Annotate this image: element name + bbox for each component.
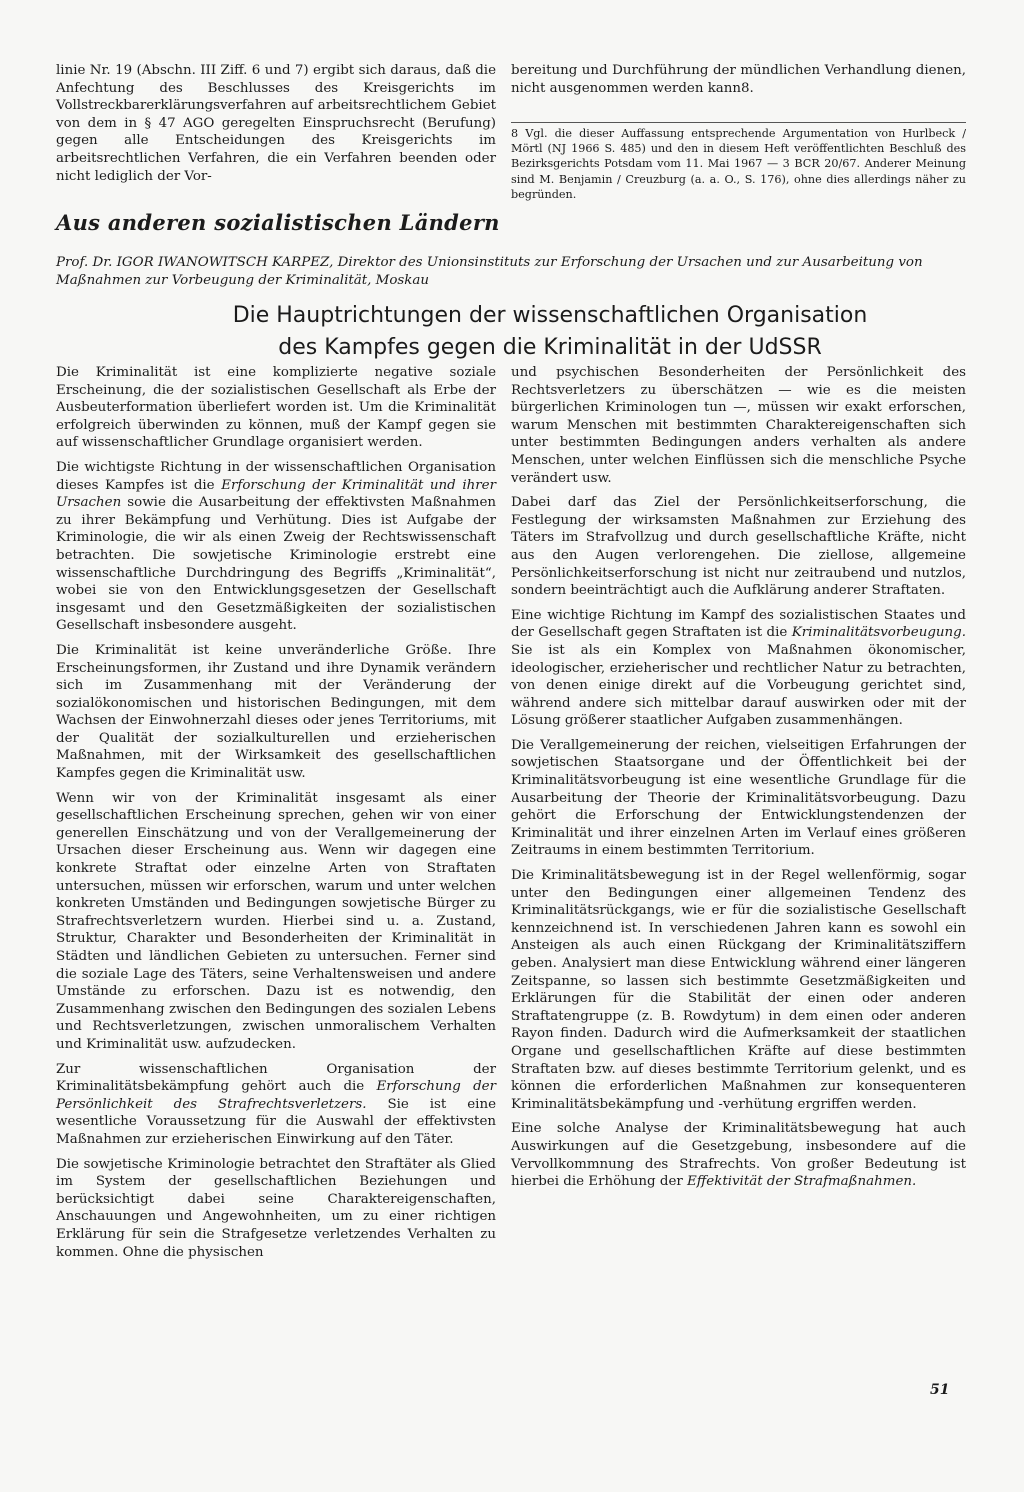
paragraph: Die Verallgemeinerung der reichen, vielseitigen Erfahrungen der sowjetischen Staatsorgane und der Öffentlichkeit bei der Kriminalitätsvorbeugung ist eine wesentliche Grundlage für die Ausarbeitung der Theorie der Kriminalitätsvorbeugung. Dazu gehört die Erforschung der Entwicklungstendenzen der Kriminalität und ihrer einzelnen Arten im Verlauf eines größeren Zeitraums in einem bestimmten Territorium.	[511, 737, 966, 859]
paragraph: und psychischen Besonderheiten der Persönlichkeit des Rechtsverletzers zu überschätzen — wie es die meisten bürgerlichen Kriminologen tun —, müssen wir exakt erforschen, warum Menschen mit bestimmten Charaktereigenschaften sich unter bestimmten Bedingungen anders verhalten als andere Menschen, unter welchen Einflüssen sich die menschliche Psyche verändert usw.	[511, 365, 966, 486]
footnote: 8 Vgl. die dieser Auffassung entsprechende Argumentation von Hurlbeck / Mörtl (NJ 1966 S. 485) und den in diesem Heft veröffentlichten Beschluß des Bezirksgerichts Potsdam vom 11. Mai 1967 — 3 BCR 20/67. Anderer Meinung sind M. Benjamin / Creuzburg (a. a. O., S. 176), ohne dies allerdings näher zu begründen.	[511, 122, 966, 202]
paragraph: Eine wichtige Richtung im Kampf des sozialistischen Staates und der Gesellschaft gegen Straftaten ist die Kriminalitätsvorbeugung. Sie ist als ein Komplex von Maßnahmen ökonomischer, ideologischer, erzieherischer und rechtlicher Natur zu betrachten, von denen einige direkt auf die Vorbeugung gerichtet sind, während andere sich mittelbar darauf auswirken oder mit der Lösung größerer staatlicher Aufgaben zusammenhängen.	[511, 607, 966, 729]
page-number: 51	[930, 1382, 950, 1398]
paragraph: Die Kriminalitätsbewegung ist in der Regel wellenförmig, sogar unter den Bedingungen einer allgemeinen Tendenz des Kriminalitätsrückgangs, wie er für die sozialistische Gesellschaft kennzeichnend ist. In verschiedenen Jahren kann es sowohl ein Ansteigen als auch einen Rückgang der Kriminalitätsziffern geben. Analysiert man diese Entwicklung während einer längeren Zeitspanne, so lassen sich bestimmte Gesetzmäßigkeiten und Erklärungen für die Stabilität der einen oder anderen Straftatengruppe (z. B. Rowdytum) in dem einen oder anderen Rayon finden. Dadurch wird die Aufmerksamkeit der staatlichen Organe und gesellschaftlichen Kräfte auf diese bestimmten Straftaten bzw. auf dieses bestimmte Territorium gelenkt, und es können die erforderlichen Maßnahmen zur konsequenteren Kriminalitätsbekämpfung und -verhütung ergriffen werden.	[511, 868, 966, 1112]
top-left-text	[56, 62, 496, 185]
paragraph: Dabei darf das Ziel der Persönlichkeitserforschung, die Festlegung der wirksamsten Maßnahmen zur Erziehung des Täters im Strafvollzug und durch gesellschaftliche Kräfte, nicht aus den Augen verlorengehen. Die ziellose, allgemeine Persönlichkeitserforschung ist nicht nur zeitraubend und nutzlos, sondern beeinträchtigt auch die Aufklärung anderer Straftaten.	[511, 495, 966, 599]
paragraph: Die wichtigste Richtung in der wissenschaftlichen Organisation dieses Kampfes ist die Erforschung der Kriminalität und ihrer Ursachen sowie die Ausarbeitung der effektivsten Maßnahmen zu ihrer Bekämpfung und Verhütung. Dies ist Aufgabe der Kriminologie, die wir als einen Zweig der Rechtswissenschaft betrachten. Die sowjetische Kriminologie erstrebt eine wissenschaftliche Durchdringung des Begriffs „Kriminalität“, wobei sie von den Entwicklungsgesetzen der Gesellschaft insgesamt und den Gesetzmäßigkeiten der sozialistischen Gesellschaft insbesondere ausgeht.	[56, 459, 496, 634]
paragraph: bereitung und Durchführung der mündlichen Verhandlung dienen, nicht ausgenommen werden kann8.	[511, 63, 966, 96]
paragraph: Zur wissenschaftlichen Organisation der Kriminalitätsbekämpfung gehört auch die Erforschung der Persönlichkeit des Strafrechtsverletzers. Sie ist eine wesentliche Voraussetzung für die Auswahl der effektivsten Maßnahmen zur erzieherischen Einwirkung auf den Täter.	[56, 1061, 496, 1147]
article-title	[140, 300, 960, 364]
article-title-line-2: des Kampfes gegen die Kriminalität in der UdSSR	[278, 335, 822, 360]
paragraph: Eine solche Analyse der Kriminalitätsbewegung hat auch Auswirkungen auf die Gesetzgebung, insbesondere auf die Vervollkommnung des Strafrechts. Von großer Bedeutung ist hierbei die Erhöhung der Effektivität der Strafmaßnahmen.	[511, 1121, 966, 1190]
author-line: Prof. Dr. IGOR IWANOWITSCH KARPEZ, Direktor des Unionsinstituts zur Erforschung der Ursachen und zur Ausarbeitung von Maßnahmen zur Vorbeugung der Kriminalität, Moskau	[56, 255, 923, 288]
top-right-text	[511, 62, 966, 97]
paragraph: Die Kriminalität ist eine komplizierte negative soziale Erscheinung, die der sozialistischen Gesellschaft als Erbe der Ausbeuterformation überliefert worden ist. Um die Kriminalität erfolgreich überwinden zu können, muß der Kampf gegen sie auf wissenschaftlicher Grundlage organisiert werden.	[56, 365, 496, 451]
paragraph: Die Kriminalität ist keine unveränderliche Größe. Ihre Erscheinungsformen, ihr Zustand und ihre Dynamik verändern sich im Zusammenhang mit der Veränderung der sozialökonomischen und historischen Bedingungen, mit dem Wachsen der Einwohnerzahl dieses oder jenes Territoriums, mit der Qualität der sozialkulturellen und erzieherischen Maßnahmen, mit der Wirksamkeit des gesellschaftlichen Kampfes gegen die Kriminalität usw.	[56, 642, 496, 782]
paragraph: linie Nr. 19 (Abschn. III Ziff. 6 und 7) ergibt sich daraus, daß die Anfechtung des Beschlusses des Kreisgerichts im Vollstreckbarerklärungsverfahren auf arbeitsrechtlichem Gebiet von dem in § 47 AGO geregelten Einspruchsrecht (Berufung) gegen alle Entscheidungen des Kreisgerichts im arbeitsrechtlichen Verfahren, die ein Verfahren beenden oder nicht lediglich der Vor-	[56, 63, 496, 184]
paragraph: Die sowjetische Kriminologie betrachtet den Straftäter als Glied im System der gesellschaftlichen Beziehungen und berücksichtigt dabei seine Charaktereigenschaften, Anschauungen und Angewohnheiten, um zu einer richtigen Erklärung für sein die Strafgesetze verletzendes Verhalten zu kommen. Ohne die physischen	[56, 1156, 496, 1260]
right-column	[511, 364, 966, 1191]
article-title-line-1: Die Hauptrichtungen der wissenschaftlichen Organisation	[232, 303, 868, 328]
section-title: Aus anderen sozialistischen Ländern	[56, 210, 500, 235]
paragraph: Wenn wir von der Kriminalität insgesamt als einer gesellschaftlichen Erscheinung sprechen, gehen wir von einer generellen Einschätzung und von der Verallgemeinerung der Ursachen dieser Erscheinung aus. Wenn wir dagegen eine konkrete Straftat oder einzelne Arten von Straftaten untersuchen, müssen wir erforschen, warum und unter welchen konkreten Umständen und Bedingungen sowjetische Bürger zu Strafrechtsverletzern wurden. Hierbei sind u. a. Zustand, Struktur, Charakter und Besonderheiten der Kriminalität in Städten und ländlichen Gebieten zu untersuchen. Ferner sind die soziale Lage des Täters, seine Verhaltensweisen und andere Umstände zu erforschen. Dazu ist es notwendig, den Zusammenhang zwischen den Bedingungen des sozialen Lebens und Rechtsverletzungen, zwischen unmoralischem Verhalten und Kriminalität usw. aufzudecken.	[56, 790, 496, 1052]
left-column	[56, 364, 496, 1261]
